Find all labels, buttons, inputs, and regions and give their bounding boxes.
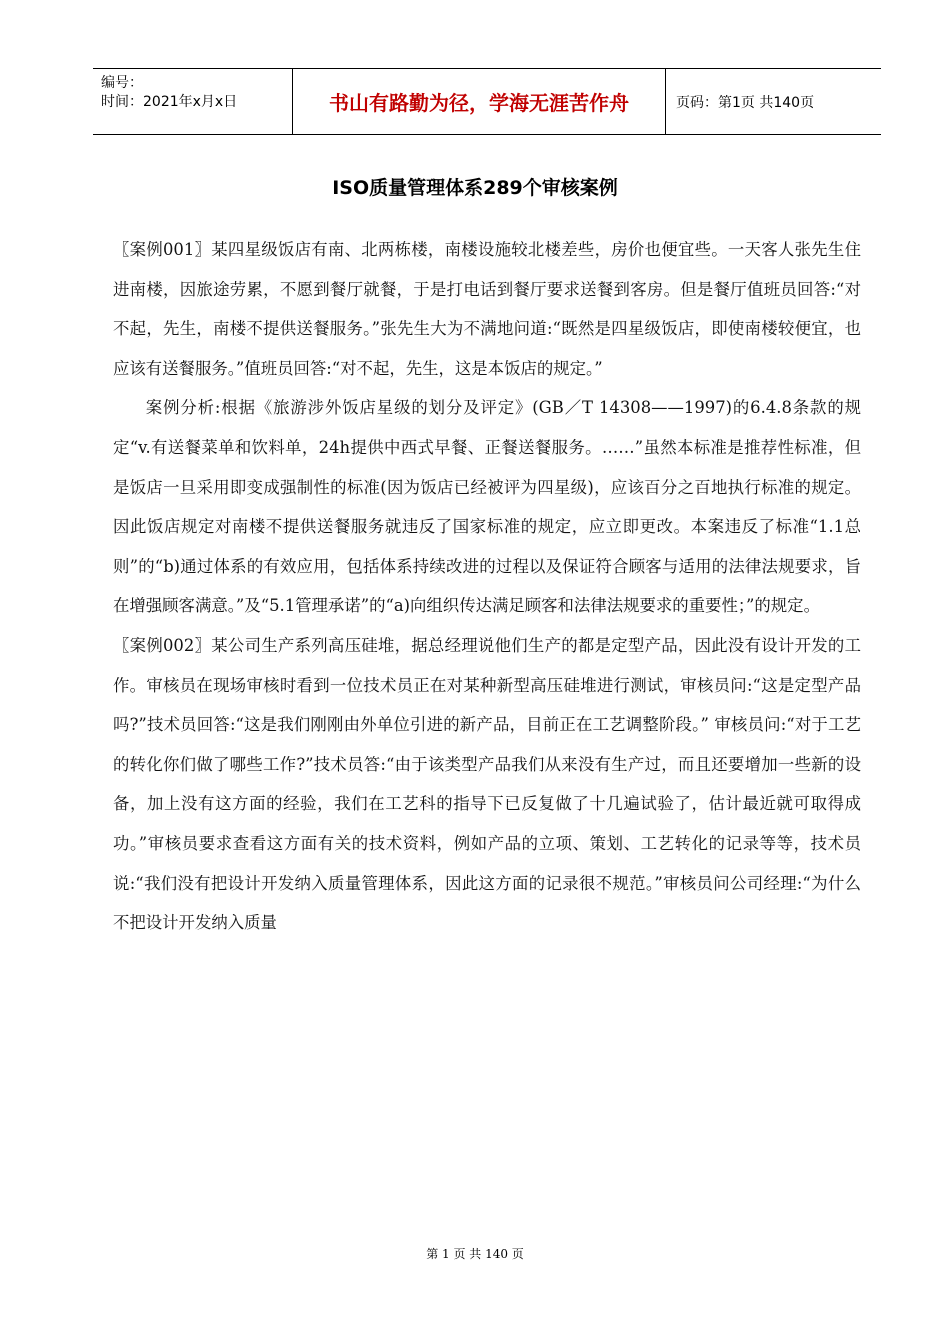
- page-header: [93, 68, 881, 135]
- paragraph-case-002: 〖案例002〗某公司生产系列高压硅堆，据总经理说他们生产的都是定型产品，因此没有设计开发的工作。审核员在现场审核时看到一位技术员正在对某种新型高压硅堆进行测试，审核员问:“这是定型产品吗?”技术员回答:“这是我们刚刚由外单位引进的新产品，目前正在工艺调整阶段。” 审核员问:“对于工艺的转化你们做了哪些工作?”技术员答:“由于该类型产品我们从来没有生产过，而且还要增加一些新的设备，加上没有这方面的经验，我们在工艺科的指导下已反复做了十几遍试验了，估计最近就可取得成功。”审核员要求查看这方面有关的技术资料，例如产品的立项、策划、工艺转化的记录等等，技术员说:“我们没有把设计开发纳入质量管理体系，因此这方面的记录很不规范。”审核员问公司经理:“为什么不把设计开发纳入质量: [113, 635, 861, 933]
- page-footer: 第 1 页 共 140 页: [426, 1247, 524, 1261]
- paragraph-case-001-analysis: 案例分析:根据《旅游涉外饭店星级的划分及评定》(GB／T 14308——1997)的6.4.8条款的规定“v.有送餐菜单和饮料单，24h提供中西式早餐、正餐送餐服务。……”虽然本标准是推荐性标准，但是饭店一旦采用即变成强制性的标准(因为饭店已经被评为四星级)，应该百分之百地执行标准的规定。因此饭店规定对南楼不提供送餐服务就违反了国家标准的规定，应立即更改。本案违反了标准“1.1总则”的“b)通过体系的有效应用，包括体系持续改进的过程以及保证符合顾客与适用的法律法规要求，旨在增强顾客满意。”及“5.1管理承诺”的“a)向组织传达满足顾客和法律法规要求的重要性；”的规定。: [113, 398, 861, 616]
- time-label: 时间：2021年x月x日: [101, 94, 238, 110]
- number-label: 编号：: [101, 75, 143, 91]
- header-motto: 书山有路勤为径，学海无涯苦作舟: [293, 69, 666, 134]
- document-title: ISO质量管理体系289个审核案例: [332, 177, 618, 199]
- document-body: [113, 230, 861, 943]
- header-info-cell: [93, 69, 293, 134]
- header-page-info: 页码：第1页 共140页: [676, 94, 815, 111]
- paragraph-case-001: 〖案例001〗某四星级饭店有南、北两栋楼，南楼设施较北楼差些，房价也便宜些。一天客人张先生住进南楼，因旅途劳累，不愿到餐厅就餐，于是打电话到餐厅要求送餐到客房。但是餐厅值班员回答:“对不起，先生，南楼不提供送餐服务。”张先生大为不满地问道:“既然是四星级饭店，即使南楼较便宜，也应该有送餐服务。”值班员回答:“对不起，先生，这是本饭店的规定。”: [113, 240, 861, 378]
